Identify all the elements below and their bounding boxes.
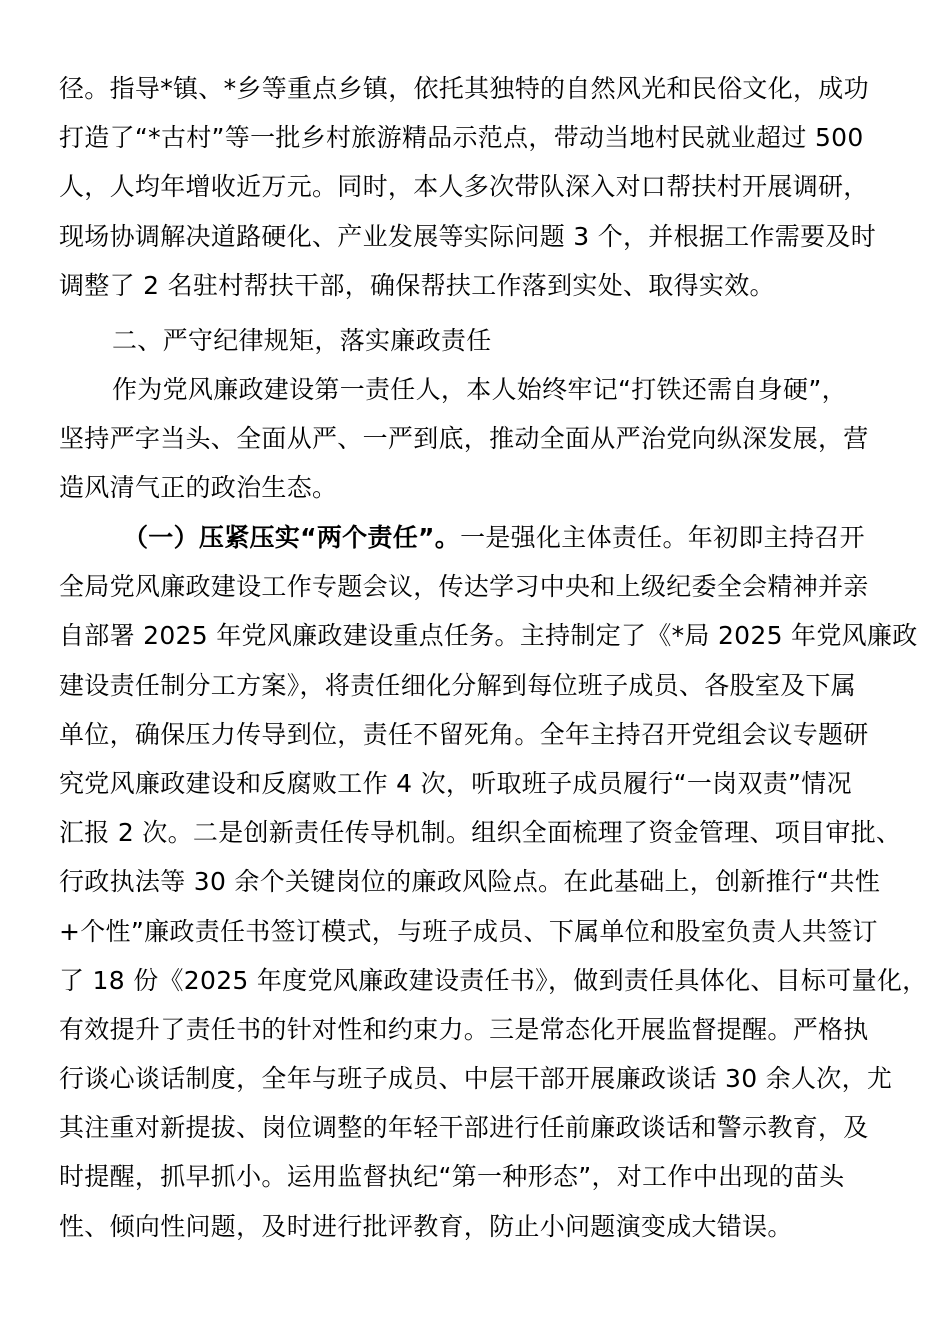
subsection-first-line <box>59 513 893 562</box>
subsection-paragraph <box>59 513 928 1251</box>
text-line: 造风清气正的政治生态。 <box>59 473 338 503</box>
text-line: +个性”廉政责任书签订模式，与班子成员、下属单位和股室负责人共签订 <box>59 916 878 946</box>
text-line: 行谈心谈话制度，全年与班子成员、中层干部开展廉政谈话 30 余人次，尤 <box>59 1064 893 1094</box>
text-line: 作为党风廉政建设第一责任人，本人始终牢记“打铁还需自身硬”， <box>112 375 847 404</box>
text-line: 全局党风廉政建设工作专题会议，传达学习中央和上级纪委全会精神并亲 <box>59 572 869 602</box>
text-line: 现场协调解决道路硬化、产业发展等实际问题 3 个，并根据工作需要及时 <box>59 221 877 251</box>
text-line: 了 18 份《2025 年度党风廉政建设责任书》，做到责任具体化、目标可量化， <box>59 965 928 995</box>
text-line: 打造了“*古村”等一批乡村旅游精品示范点，带动当地村民就业超过 500 <box>59 123 864 153</box>
section-heading-text: 二、严守纪律规矩，落实廉政责任 <box>112 326 492 355</box>
text-line: 究党风廉政建设和反腐败工作 4 次，听取班子成员履行“一岗双责”情况 <box>59 768 852 798</box>
subsection-first-line-text: 一是强化主体责任。年初即主持召开 <box>460 523 865 552</box>
text-line: 径。指导*镇、*乡等重点乡镇，依托其独特的自然风光和民俗文化，成功 <box>59 74 869 103</box>
text-line: 行政执法等 30 余个关键岗位的廉政风险点。在此基础上，创新推行“共性 <box>59 867 881 897</box>
section-heading <box>59 316 893 365</box>
text-line: 建设责任制分工方案》，将责任细化分解到每位班子成员、各股室及下属 <box>59 670 857 700</box>
text-line: 坚持严字当头、全面从严、一严到底，推动全面从严治党向纵深发展，营 <box>59 424 869 454</box>
text-line: 有效提升了责任书的针对性和约束力。三是常态化开展监督提醒。严格执 <box>59 1014 869 1044</box>
text-line: 性、倾向性问题，及时进行批评教育，防止小问题演变成大错误。 <box>59 1211 793 1241</box>
text-line: 调整了 2 名驻村帮扶干部，确保帮扶工作落到实处、取得实效。 <box>59 270 775 300</box>
paragraph-continuation <box>59 64 893 310</box>
text-line: 其注重对新提拔、岗位调整的年轻干部进行任前廉政谈话和警示教育，及 <box>59 1113 869 1143</box>
intro-paragraph <box>59 365 893 513</box>
text-line: 自部署 2025 年党风廉政建设重点任务。主持制定了《*局 2025 年党风廉政 <box>59 621 918 651</box>
text-line: 时提醒，抓早抓小。运用监督执纪“第一种形态”，对工作中出现的苗头 <box>59 1162 845 1192</box>
text-line: 汇报 2 次。二是创新责任传导机制。组织全面梳理了资金管理、项目审批、 <box>59 818 902 848</box>
subsection-title: （一）压紧压实“两个责任”。 <box>123 523 461 552</box>
text-line: 人，人均年增收近万元。同时，本人多次带队深入对口帮扶村开展调研， <box>59 172 869 202</box>
text-line: 单位，确保压力传导到位，责任不留死角。全年主持召开党组会议专题研 <box>59 719 869 749</box>
